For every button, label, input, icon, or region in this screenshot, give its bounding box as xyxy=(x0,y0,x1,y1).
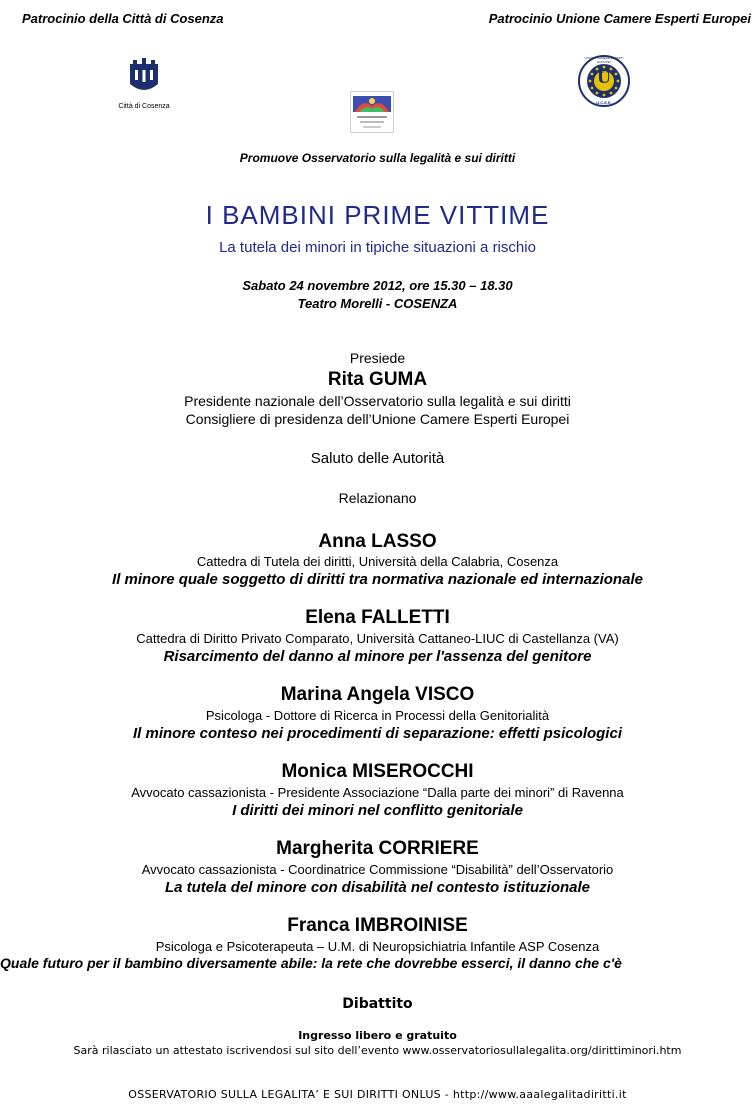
speaker-talk: La tutela del minore con disabilità nel contesto istituzionale xyxy=(164,879,591,896)
chair-role-2: Consigliere di presidenza dell’Unione Camere Esperti Europei xyxy=(185,411,570,427)
speaker-name: Monica MISEROCCHI xyxy=(281,761,474,782)
speaker-talk: Il minore quale soggetto di diritti tra normativa nazionale ed internazionale xyxy=(112,571,643,588)
speaker-role: Psicologa e Psicoterapeuta – U.M. di Neuropsichiatria Infantile ASP Cosenza xyxy=(155,939,600,954)
speaker-name: Elena FALLETTI xyxy=(305,607,450,628)
speaker-name: Margherita CORRIERE xyxy=(276,838,479,859)
cosenza-logo-caption: Città di Cosenza xyxy=(118,103,170,110)
event-datetime: Sabato 24 novembre 2012, ore 15.30 – 18.30 xyxy=(242,278,513,293)
speaker-role: Psicologa - Dottore di Ricerca in Processi della Genitorialità xyxy=(205,708,550,723)
debate-line: Dibattito xyxy=(342,996,413,1012)
chair-name: Rita GUMA xyxy=(327,369,428,390)
entry-line: Ingresso libero e gratuito xyxy=(298,1029,457,1042)
speaker-talk: Risarcimento del danno al minore per l'assenza del genitore xyxy=(163,648,592,665)
osservatorio-emblem-icon xyxy=(351,92,393,132)
event-title: I BAMBINI PRIME VITTIME xyxy=(205,200,550,230)
speaker-role: Avvocato cassazionista - Coordinatrice Commissione “Disabilità” dell’Osservatorio xyxy=(141,862,614,877)
speaker-talk: I diritti dei minori nel conflitto genitoriale xyxy=(232,802,523,819)
right-patron-text: Patrocinio Unione Camere Esperti Europei xyxy=(488,11,751,26)
speaker-name: Anna LASSO xyxy=(318,531,437,552)
speaker-role: Cattedra di Tutela dei diritti, Università della Calabria, Cosenza xyxy=(196,554,559,569)
chair-role-1: Presidente nazionale dell’Osservatorio sulla legalità e sui diritti xyxy=(184,393,571,409)
speaker-talk: Quale futuro per il bambino diversamente abile: la rete che dovrebbe esserci, il danno che c'è xyxy=(0,955,622,971)
ucee-logo-letter: U xyxy=(597,68,611,87)
speaker-name: Marina Angela VISCO xyxy=(280,684,475,705)
event-venue: Teatro Morelli - COSENZA xyxy=(297,296,458,311)
speaker-role: Avvocato cassazionista - Presidente Associazione “Dalla parte dei minori” di Ravenna xyxy=(131,785,624,800)
speaker-role: Cattedra di Diritto Privato Comparato, Università Cattaneo-LIUC di Castellanza (VA) xyxy=(136,631,619,646)
ucee-logo-ring-text: UNIONE CAMERE ESPERTI EUROPEI xyxy=(584,56,624,64)
cosenza-logo xyxy=(118,58,170,108)
promotion-line: Promuove Osservatorio sulla legalità e sui diritti xyxy=(239,151,516,165)
ucee-logo-caption: U.C.E.E. xyxy=(596,100,612,105)
speakers-label: Relazionano xyxy=(338,490,417,506)
speaker-name: Franca IMBROINISE xyxy=(287,915,468,936)
greetings-line: Saluto delle Autorità xyxy=(310,450,445,467)
event-subtitle: La tutela dei minori in tipiche situazioni a rischio xyxy=(219,239,536,256)
ucee-logo xyxy=(578,55,630,107)
chair-label: Presiede xyxy=(349,350,406,366)
certificate-line: Sarà rilasciato un attestato iscrivendosi sul sito dell’evento www.osservatoriosullalegalita.org/dirittiminori.htm xyxy=(73,1044,682,1057)
cosenza-crest-icon xyxy=(118,58,170,98)
footer-line: OSSERVATORIO SULLA LEGALITA’ E SUI DIRITTI ONLUS - http://www.aaalegalitadiritti.it xyxy=(128,1088,627,1101)
speaker-talk: Il minore conteso nei procedimenti di separazione: effetti psicologici xyxy=(133,725,622,742)
left-patron-text: Patrocinio della Città di Cosenza xyxy=(22,11,224,26)
osservatorio-logo xyxy=(350,91,394,133)
